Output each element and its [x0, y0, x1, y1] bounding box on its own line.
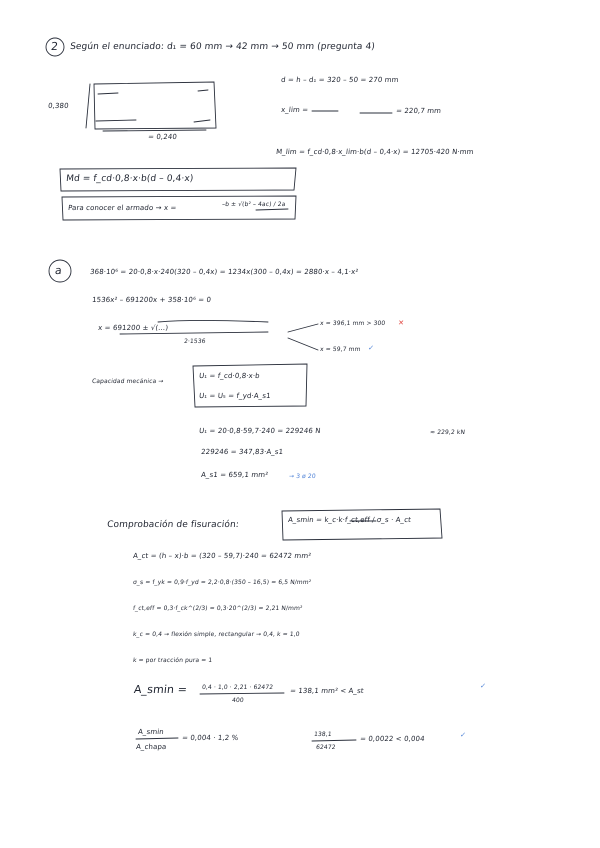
- as-result: A_s1 = 659,1 mm²: [200, 471, 269, 479]
- fissure-label: Comprobación de fisuración:: [106, 520, 240, 530]
- ratio-frac-numerator: 138,1: [313, 731, 333, 738]
- asmin-result: = 138,1 mm² < A_st: [289, 687, 365, 695]
- ratio-result: = 0,0022 < 0,004: [359, 735, 426, 743]
- asmin-label: A_smin =: [133, 683, 188, 696]
- moment-formula: Md = f_cd·0,8·x·b(d – 0,4·x): [65, 174, 194, 184]
- xlim-label: x_lim =: [280, 106, 309, 114]
- capacity-eq-2: U₁ = U₅ = f_yd·A_s1: [198, 392, 272, 400]
- beam-width-label: = 0,240: [147, 133, 178, 141]
- u1-aside: ≈ 229,2 kN: [429, 429, 466, 436]
- fissure-formula: A_smin = k_c·k·f_ct,eff / σ_s · A_ct: [287, 516, 412, 524]
- x-numerator: x = 691200 ± √(…): [97, 324, 169, 332]
- armado-label: Para conocer el armado → x =: [67, 204, 177, 212]
- k-line: k = por tracción pura = 1: [132, 657, 213, 664]
- xlim-value: = 220,7 mm: [395, 107, 442, 115]
- section-letter: a: [54, 264, 63, 277]
- ratio-numerator: A_smin: [137, 728, 165, 736]
- asmin-numerator: 0,4 · 1,0 · 2,21 · 62472: [201, 684, 274, 691]
- equation-1: 368·10⁶ = 20·0,8·x·240(320 – 0,4x) = 1234x(300 – 0,4x) = 2880·x – 4,1·x²: [89, 268, 359, 276]
- ratio-check-mark: ✓: [459, 731, 467, 739]
- quadratic-formula: –b ± √(b² – 4ac) / 2a: [221, 201, 286, 208]
- accept-mark: ✓: [367, 344, 375, 352]
- capacity-eq-1: U₁ = f_cd·0,8·x·b: [198, 372, 261, 380]
- u1-equation: U₁ = 20·0,8·59,7·240 = 229246 N: [198, 427, 321, 435]
- ratio-limit: = 0,004 · 1,2 %: [181, 734, 239, 742]
- equation-2: 1536x² – 691200x + 358·10⁶ = 0: [91, 296, 212, 304]
- x-solution-2: x = 59,7 mm: [319, 346, 361, 353]
- left-dimension: 0,380: [47, 102, 70, 110]
- ratio-frac-denominator: 62472: [315, 744, 336, 751]
- fcteff-line: f_ct,eff = 0,3·f_ck^(2/3) = 0,3·20^(2/3) = 2,21 N/mm²: [132, 605, 303, 612]
- sigma-line: σ_s = f_yk = 0,9·f_yd = 2,2·0,8·(350 – 16,5) = 6,5 N/mm²: [132, 579, 312, 586]
- act-line: A_ct = (h – x)·b = (320 – 59,7)·240 = 62472 mm²: [132, 552, 312, 560]
- reject-mark: ✕: [397, 319, 405, 327]
- x-denominator: 2·1536: [183, 338, 206, 345]
- kc-line: k_c = 0,4 → flexión simple, rectangular → 0,4, k = 1,0: [132, 631, 300, 638]
- mlim-value: M_lim = f_cd·0,8·x_lim·b(d – 0,4·x) = 12705·420 N·mm: [275, 148, 474, 156]
- x-solution-1: x = 396,1 mm > 300: [319, 320, 386, 327]
- u1-equation-2: 229246 = 347,83·A_s1: [200, 448, 284, 456]
- ratio-denominator: A_chapa: [135, 743, 167, 751]
- section-heading: Según el enunciado: d₁ = 60 mm → 42 mm → 50 mm (pregunta 4): [69, 42, 376, 52]
- mechanical-capacity-label: Capacidad mecánica →: [91, 378, 164, 385]
- rebar-choice: → 3 ø 20: [288, 473, 317, 480]
- asmin-denominator: 400: [231, 697, 245, 704]
- asmin-check-mark: ✓: [479, 682, 487, 690]
- section-number: 2: [50, 40, 59, 53]
- d-value: d = h – d₁ = 320 – 50 = 270 mm: [280, 76, 399, 84]
